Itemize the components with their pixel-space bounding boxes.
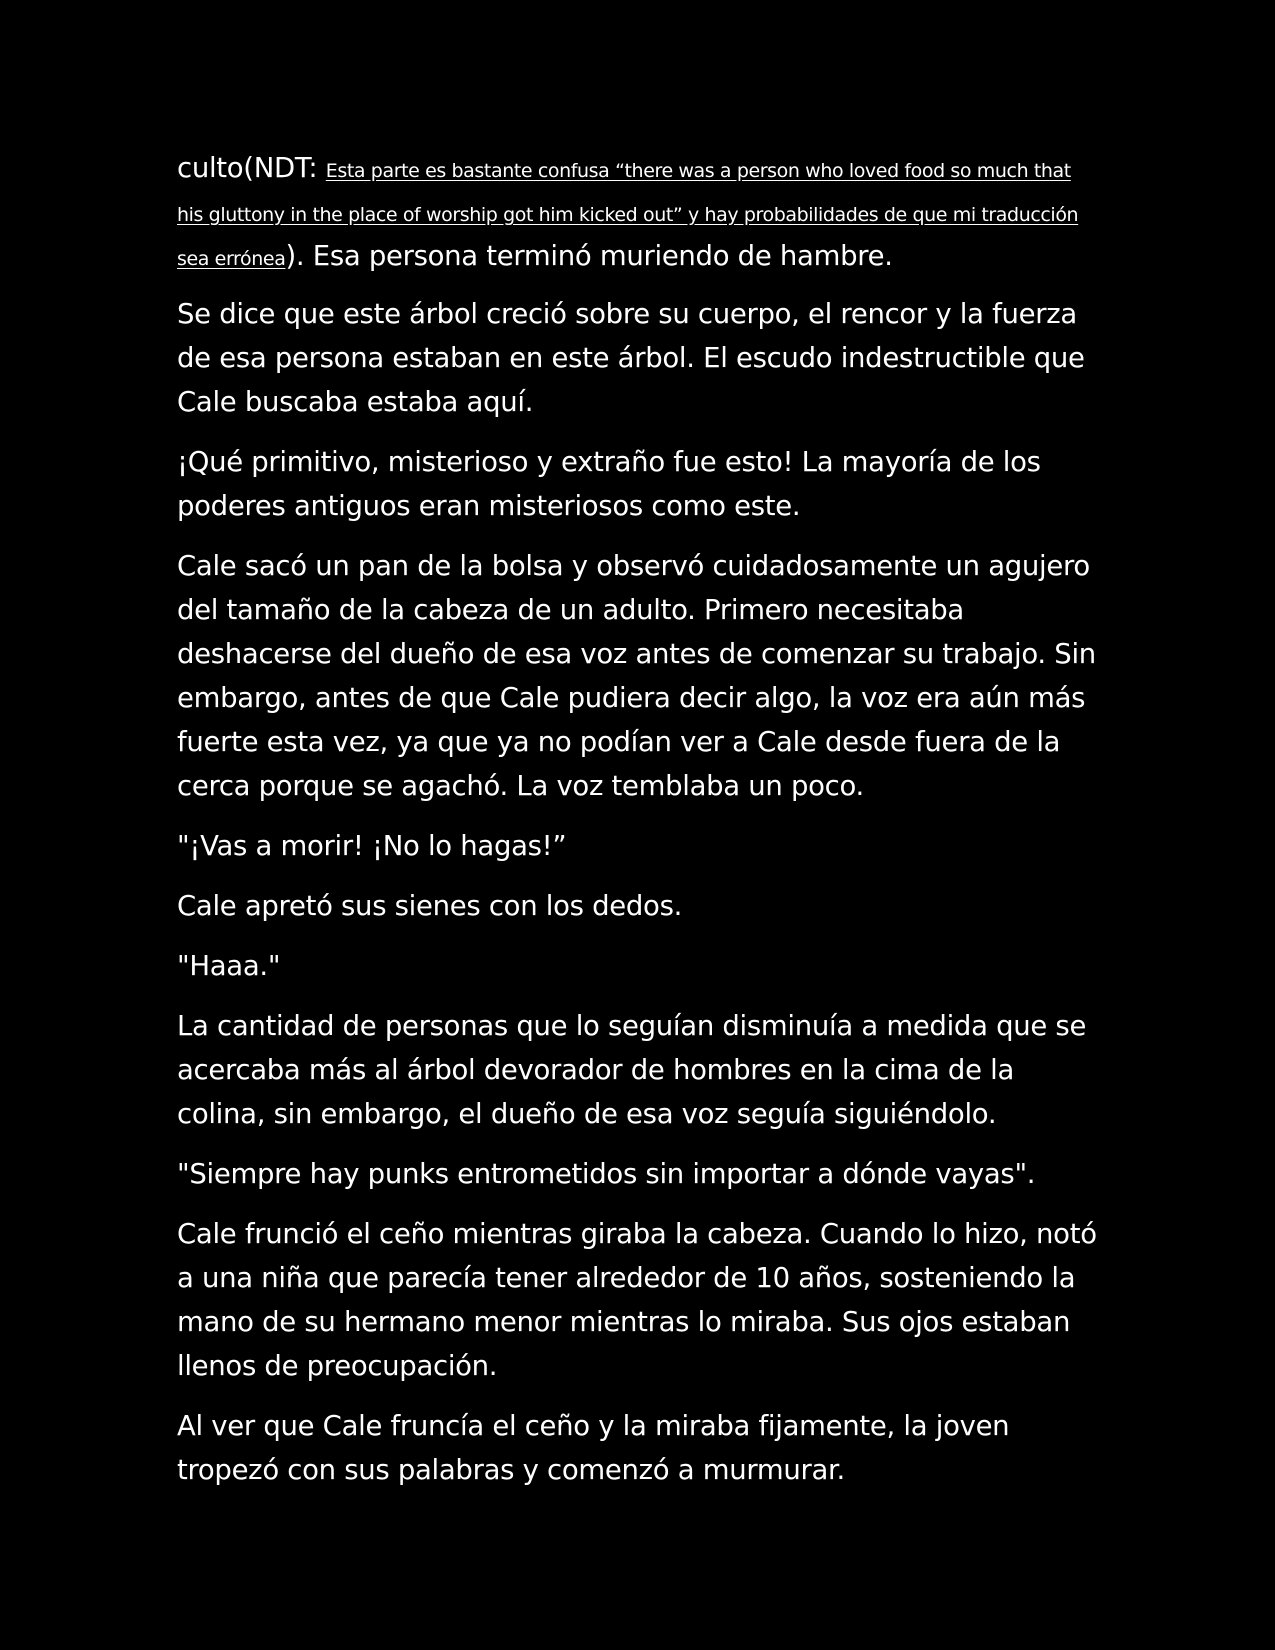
paragraph: La cantidad de personas que lo seguían disminuía a medida que se acercaba más al árbol devorador de hombres en la cima de la colina, sin embargo, el dueño de esa voz seguía siguiéndolo.: [177, 1010, 1087, 1130]
paragraph: ¡Qué primitivo, misterioso y extraño fue esto! La mayoría de los poderes antiguos eran misteriosos como este.: [177, 446, 1041, 522]
dialogue-line: "Haaa.": [177, 950, 281, 982]
paragraph-translator-note: [177, 146, 1102, 278]
paragraph: Al ver que Cale fruncía el ceño y la miraba fijamente, la joven tropezó con sus palabras y comenzó a murmurar.: [177, 1410, 1010, 1486]
document-page: [177, 146, 1102, 1508]
paragraph-tail-text: ). Esa persona terminó muriendo de hambre.: [285, 240, 893, 272]
dialogue-line: "¡Vas a morir! ¡No lo hagas!”: [177, 830, 567, 862]
translator-note: Esta parte es bastante confusa “there was a person who loved food so much that his gluttony in the place of worship got him kicked out” y hay probabilidades de que mi traducción sea errónea: [177, 160, 1079, 270]
paragraph: Cale sacó un pan de la bolsa y observó cuidadosamente un agujero del tamaño de la cabeza de un adulto. Primero necesitaba deshacerse del dueño de esa voz antes de comenzar su trabajo. Sin embargo, antes de que Cale pudiera decir algo, la voz era aún más fuerte esta vez, ya que ya no podían ver a Cale desde fuera de la cerca porque se agachó. La voz temblaba un poco.: [177, 550, 1096, 802]
paragraph: Cale frunció el ceño mientras giraba la cabeza. Cuando lo hizo, notó a una niña que parecía tener alrededor de 10 años, sosteniendo la mano de su hermano menor mientras lo miraba. Sus ojos estaban llenos de preocupación.: [177, 1218, 1097, 1382]
paragraph: Cale apretó sus sienes con los dedos.: [177, 890, 683, 922]
dialogue-line: "Siempre hay punks entrometidos sin importar a dónde vayas".: [177, 1158, 1036, 1190]
paragraph-lead-text: culto(NDT:: [177, 152, 326, 184]
paragraph: Se dice que este árbol creció sobre su cuerpo, el rencor y la fuerza de esa persona estaban en este árbol. El escudo indestructible que Cale buscaba estaba aquí.: [177, 298, 1085, 418]
